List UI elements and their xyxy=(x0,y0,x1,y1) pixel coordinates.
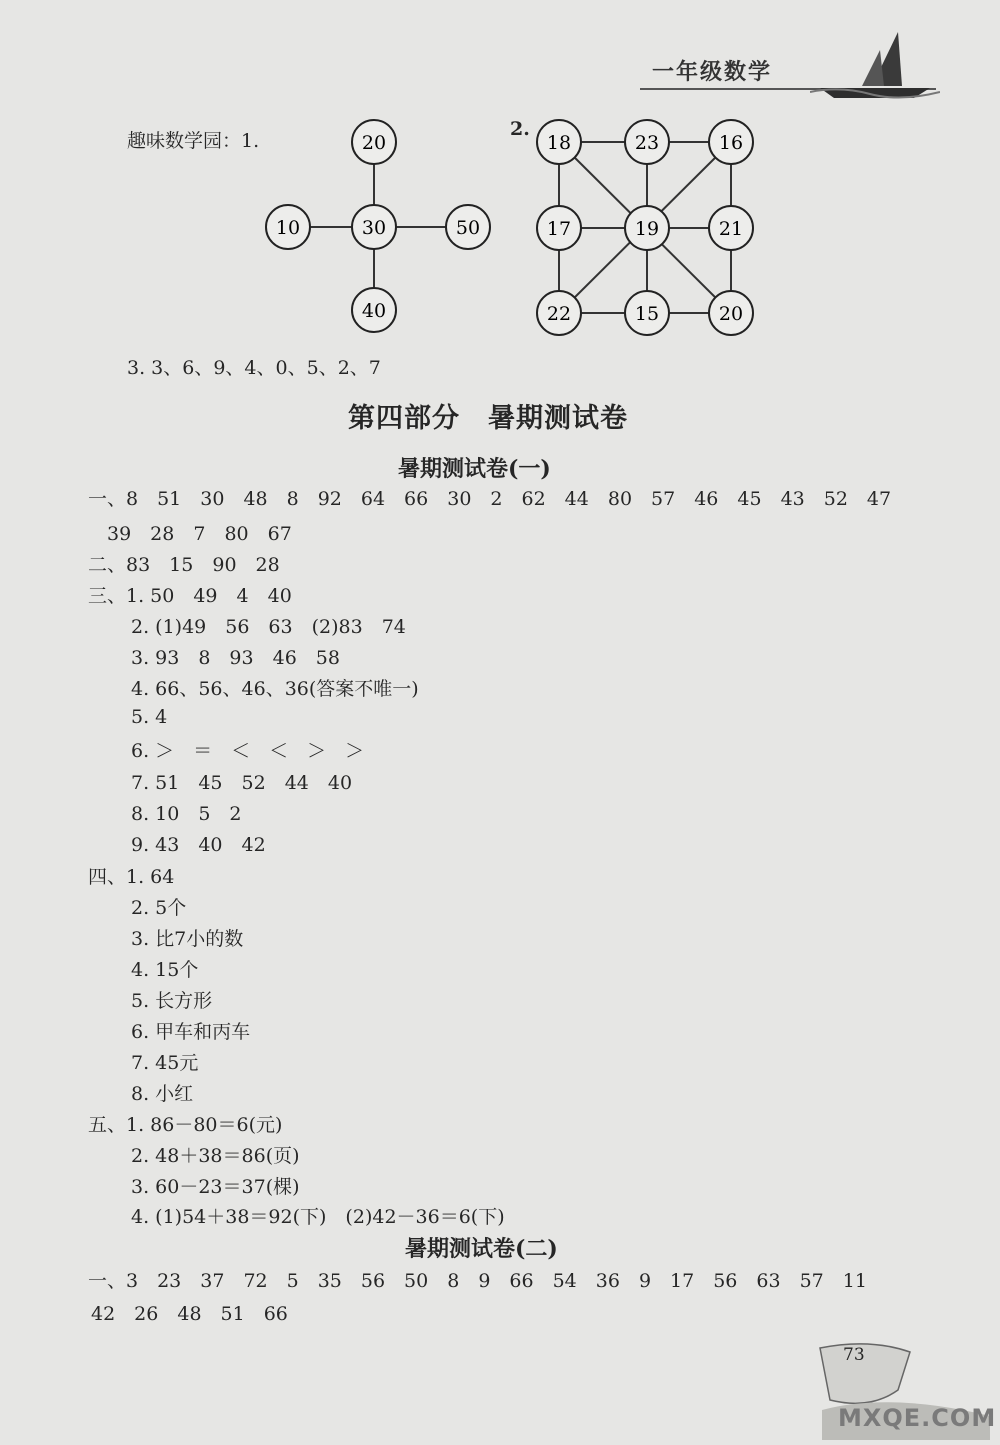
sailboat-icon xyxy=(810,28,940,100)
fun-item-3: 3. 3、6、9、4、0、5、2、7 xyxy=(127,357,381,379)
test1-q4-item: 6. 甲车和丙车 xyxy=(131,1021,251,1043)
svg-text:23: 23 xyxy=(634,132,660,154)
test1-q3-item: 8. 10 5 2 xyxy=(131,803,242,825)
puzzle-1-node-left xyxy=(266,205,310,249)
test1-q3-item: 5. 4 xyxy=(131,706,168,728)
test1-q4-item: 四、1. 64 xyxy=(88,866,175,888)
part4-title: 第四部分 暑期测试卷 xyxy=(348,403,628,434)
test1-q5-item: 2. 48＋38＝86(页) xyxy=(131,1145,300,1167)
puzzle-1-node-bottom xyxy=(352,288,396,332)
svg-text:15: 15 xyxy=(634,303,660,325)
test1-q2: 二、83 15 90 28 xyxy=(88,554,280,576)
test1-q3-item: 9. 43 40 42 xyxy=(131,834,266,856)
test1-q5-item: 五、1. 86－80＝6(元) xyxy=(88,1114,283,1136)
svg-text:20: 20 xyxy=(718,303,744,325)
test1-q4-item: 5. 长方形 xyxy=(131,990,213,1012)
puzzle-2-node xyxy=(709,291,753,335)
test1-q4-item: 3. 比7小的数 xyxy=(131,928,244,950)
test1-q1-line1: 一、8 51 30 48 8 92 64 66 30 2 62 44 80 57 46 45 43 52 47 xyxy=(88,488,892,510)
test1-q3-item: 6. ＞ ＝ ＜ ＜ ＞ ＞ xyxy=(131,740,365,762)
puzzle-1-diagram xyxy=(260,110,500,350)
puzzle-2-node xyxy=(537,206,581,250)
header-title: 一年级数学 xyxy=(652,59,773,85)
watermark-text: MXQE.COM xyxy=(838,1404,997,1432)
page-number: 73 xyxy=(843,1345,865,1365)
puzzle-1-node-right xyxy=(446,205,490,249)
test2-q1-line1: 一、3 23 37 72 5 35 56 50 8 9 66 54 36 9 17 56 63 57 11 xyxy=(88,1270,867,1292)
puzzle-2-node xyxy=(709,120,753,164)
test1-q4-item: 7. 45元 xyxy=(131,1052,199,1074)
svg-text:50: 50 xyxy=(455,217,481,239)
puzzle-1-node-center xyxy=(352,205,396,249)
test2-q1-line2: 42 26 48 51 66 xyxy=(91,1303,288,1325)
test1-q4-item: 2. 5个 xyxy=(131,897,187,919)
svg-text:18: 18 xyxy=(546,132,572,154)
puzzle-2-node xyxy=(537,120,581,164)
puzzle-2-node xyxy=(625,120,669,164)
test1-q5-item: 3. 60－23＝37(棵) xyxy=(131,1176,300,1198)
test1-q3-item: 2. (1)49 56 63 (2)83 74 xyxy=(131,616,406,638)
svg-text:40: 40 xyxy=(361,300,387,322)
test1-title: 暑期测试卷(一) xyxy=(398,456,551,482)
test1-q3-item: 三、1. 50 49 4 40 xyxy=(88,585,292,607)
test1-q4-item: 8. 小红 xyxy=(131,1083,194,1105)
svg-text:20: 20 xyxy=(361,132,387,154)
svg-text:21: 21 xyxy=(718,218,744,240)
fun-section-label: 趣味数学园：1. xyxy=(127,130,260,152)
svg-text:22: 22 xyxy=(546,303,572,325)
test1-q4-item: 4. 15个 xyxy=(131,959,199,981)
test1-q3-item: 4. 66、56、46、36(答案不唯一) xyxy=(131,678,419,700)
svg-text:17: 17 xyxy=(546,218,572,240)
test1-q3-item: 3. 93 8 93 46 58 xyxy=(131,647,340,669)
test1-q1-line2: 39 28 7 80 67 xyxy=(107,523,292,545)
puzzle-2-node xyxy=(537,291,581,335)
svg-text:10: 10 xyxy=(275,217,301,239)
test1-q5-item: 4. (1)54＋38＝92(下) (2)42－36＝6(下) xyxy=(131,1206,505,1228)
test1-q3-item: 7. 51 45 52 44 40 xyxy=(131,772,353,794)
test2-title: 暑期测试卷(二) xyxy=(405,1236,558,1262)
svg-text:19: 19 xyxy=(634,218,660,240)
puzzle-2-node xyxy=(625,206,669,250)
puzzle-2-node xyxy=(625,291,669,335)
puzzle-1-node-top xyxy=(352,120,396,164)
puzzle-2-diagram xyxy=(525,110,765,350)
svg-text:30: 30 xyxy=(361,217,387,239)
puzzle-2-node xyxy=(709,206,753,250)
fun-item-2-label: 2. xyxy=(510,118,530,140)
svg-text:16: 16 xyxy=(718,132,744,154)
